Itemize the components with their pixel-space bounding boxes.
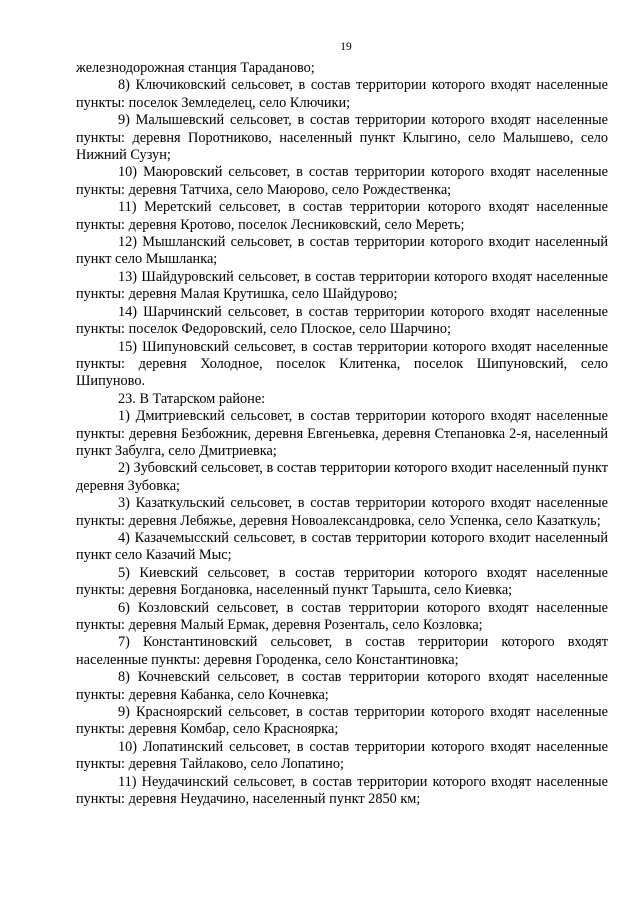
paragraph: 23. В Татарском районе: <box>118 390 266 407</box>
paragraph: 8) Кочневский сельсовет, в состав территории которого входят населенные пункты: деревня Кабанка, село Кочневка; <box>76 669 608 703</box>
paragraph: 7) Константиновский сельсовет, в состав территории которого входят населенные пункты: деревня Городенка, село Константиновка; <box>76 634 608 668</box>
paragraph: 11) Меретский сельсовет, в состав территории которого входят населенные пункты: деревня Кротово, поселок Лесниковский, село Мереть; <box>76 199 608 233</box>
paragraph: 13) Шайдуровский сельсовет, в состав территории которого входят населенные пункты: деревня Малая Крутишка, село Шайдурово; <box>76 268 608 303</box>
paragraph: 4) Казачемысский сельсовет, в состав территории которого входит населенный пункт село Казачий Мыс; <box>76 529 608 564</box>
paragraph: 2) Зубовский сельсовет, в состав территории которого входит населенный пункт деревня Зубовка; <box>76 460 608 494</box>
paragraph: 12) Мышланский сельсовет, в состав территории которого входит населенный пункт село Мышланка; <box>76 234 608 268</box>
paragraph: 6) Козловский сельсовет, в состав территории которого входят населенные пункты: деревня Малый Ермак, деревня Розенталь, село Козловка; <box>76 599 608 633</box>
paragraph: 1) Дмитриевский сельсовет, в состав территории которого входят населенные пункты: деревня Безбожник, деревня Евгеньевка, деревня Степановка 2-я, населенный пункт Забулга, село Дмитриевка; <box>76 408 608 459</box>
paragraph: 15) Шипуновский сельсовет, в состав территории которого входят населенные пункты: деревня Холодное, поселок Клитенка, поселок Шипуновский, село Шипуново. <box>76 338 608 390</box>
paragraph: 9) Красноярский сельсовет, в состав территории которого входят населенные пункты: деревня Комбар, село Красноярка; <box>76 704 608 738</box>
paragraph: 14) Шарчинский сельсовет, в состав территории которого входят населенные пункты: поселок Федоровский, село Плоское, село Шарчино; <box>76 303 608 338</box>
paragraph: 10) Лопатинский сельсовет, в состав территории которого входят населенные пункты: деревня Тайлаково, село Лопатино; <box>76 738 608 773</box>
paragraph: железнодорожная станция Тараданово; <box>76 60 315 76</box>
paragraph: 11) Неудачинский сельсовет, в состав территории которого входят населенные пункты: деревня Неудачино, населенный пункт 2850 км; <box>76 773 608 808</box>
paragraph: 5) Киевский сельсовет, в состав территории которого входят населенные пункты: деревня Богдановка, населенный пункт Тарышта, село Киевка; <box>76 564 608 599</box>
paragraph: 8) Ключиковский сельсовет, в состав территории которого входят населенные пункты: поселок Земледелец, село Ключики; <box>76 77 608 111</box>
document-body <box>76 60 608 808</box>
paragraph: 9) Малышевский сельсовет, в состав территории которого входят населенные пункты: деревня Поротниково, населенный пункт Клыгино, село Малышево, село Нижний Сузун; <box>76 112 608 164</box>
paragraph: 10) Маюровский сельсовет, в состав территории которого входят населенные пункты: деревня Татчиха, село Маюрово, село Рождественка; <box>76 164 608 198</box>
page-number: 19 <box>340 41 352 53</box>
paragraph: 3) Казаткульский сельсовет, в состав территории которого входят населенные пункты: деревня Лебяжье, деревня Новоалександровка, село Успенка, село Казаткуль; <box>76 495 608 529</box>
